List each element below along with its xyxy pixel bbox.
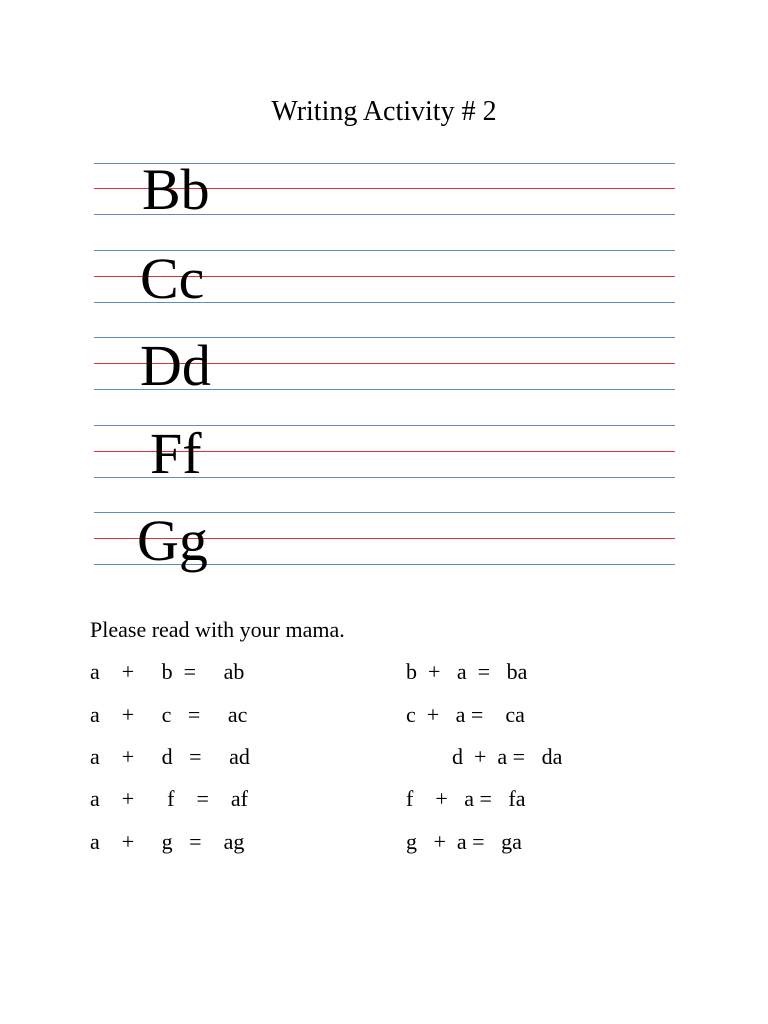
equation-left: a + f = af bbox=[90, 786, 248, 811]
letter-pair-cc: Cc bbox=[140, 246, 205, 311]
equation-left: a + g = ag bbox=[90, 829, 245, 854]
letter-pair-gg: Gg bbox=[137, 508, 208, 573]
equation-right: f + a = fa bbox=[406, 786, 526, 811]
equation-right: c + a = ca bbox=[406, 702, 525, 727]
equation-left: a + b = ab bbox=[90, 659, 245, 684]
equation-left: a + c = ac bbox=[90, 702, 248, 727]
letter-pair-bb: Bb bbox=[142, 157, 210, 222]
reading-instruction: Please read with your mama. bbox=[90, 617, 345, 642]
letter-pair-ff: Ff bbox=[150, 421, 202, 486]
letter-pair-dd: Dd bbox=[140, 333, 211, 398]
equation-right: b + a = ba bbox=[406, 659, 528, 684]
equation-left: a + d = ad bbox=[90, 744, 250, 769]
equation-right: g + a = ga bbox=[406, 829, 522, 854]
worksheet-title: Writing Activity # 2 bbox=[271, 96, 497, 127]
equation-right: d + a = da bbox=[452, 744, 563, 769]
